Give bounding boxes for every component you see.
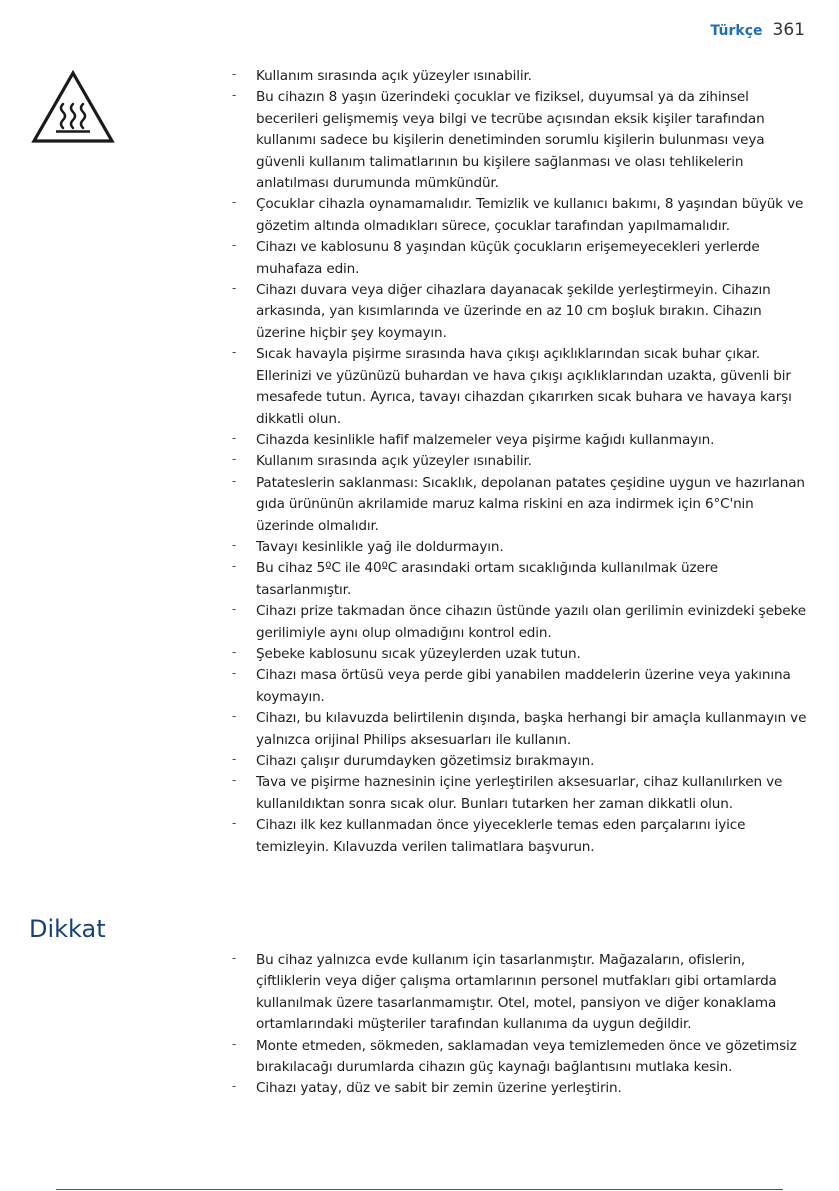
list-dash: - [232, 709, 237, 724]
list-item-text: Cihazı duvara veya diğer cihazlara dayanacak şekilde yerleştirmeyin. Cihazın arkasında, yan kısımlarında ve üzerinde en az 10 cm boşluk bırakın. Cihazın üzerine hiçbir şey koymayın. [256, 282, 771, 341]
list-item-text: Bu cihazın 8 yaşın üzerindeki çocuklar ve fiziksel, duyumsal ya da zihinsel becerileri gelişmemiş veya bilgi ve tecrübe açısından eksik kişiler tarafından kullanımı sadece bu kişilerin denetiminden sorumlu kişilerin bulunması veya güvenli kullanım talimatlarının bu kişilere sağlanması ve olası tehlikelerin anlatılması durumunda mümkündür. [256, 89, 765, 192]
list-item-text: Monte etmeden, sökmeden, saklamadan veya temizlemeden önce ve gözetimsiz bırakılacağı durumlarda cihazın güç kaynağı bağlantısını mutlaka kesin. [256, 1037, 797, 1076]
list-dash: - [232, 666, 237, 681]
list-dash: - [232, 644, 237, 659]
list-item-text: Bu cihaz 5ºC ile 40ºC arasındaki ortam sıcaklığında kullanılmak üzere tasarlanmıştır. [256, 560, 719, 598]
warnings-list [232, 66, 810, 858]
list-dash: - [232, 816, 237, 831]
list-item [232, 194, 810, 237]
list-item [232, 451, 810, 472]
list-item [232, 950, 810, 1036]
page-number: 361 [772, 20, 805, 40]
footer-divider [56, 1189, 783, 1190]
list-item-text: Cihazı prize takmadan önce cihazın üstünde yazılı olan gerilimin evinizdeki şebeke gerilimiyle aynı olup olmadığını kontrol edin. [256, 603, 806, 641]
list-dash: - [232, 452, 237, 467]
list-item-text: Tava ve pişirme haznesinin içine yerleştirilen aksesuarlar, cihaz kullanılırken ve kullanıldıktan sonra sıcak olur. Bunları tutarken her zaman dikkatli olun. [256, 774, 783, 812]
list-item-text: Cihazda kesinlikle hafif malzemeler veya pişirme kağıdı kullanmayın. [256, 431, 715, 448]
list-item [232, 344, 810, 430]
list-dash: - [232, 951, 237, 965]
list-item-text: Bu cihaz yalnızca evde kullanım için tasarlanmıştır. Mağazaların, ofislerin, çiftliklerin veya diğer çalışma ortamlarının personel mutfakları gibi ortamlarda kullanılmak üzere tasarlanmamıştır. Otel, motel, pansiyon ve diğer konaklama ortamlarındaki müşteriler tarafından kullanıma da uygun değildir. [256, 952, 777, 1033]
page-header [710, 20, 805, 40]
list-item-text: Sıcak havayla pişirme sırasında hava çıkışı açıklıklarından sıcak buhar çıkar. Ellerinizi ve yüzünüzü buhardan ve hava çıkışı açıklıklarından uzakta, güvenli bir mesafede tutun. Ayrıca, tavayı cihazdan çıkarırken sıcak buhara ve havaya karşı dikkatli olun. [256, 346, 792, 427]
list-item [232, 601, 810, 644]
list-item [232, 558, 810, 601]
list-item-text: Cihazı ve kablosunu 8 yaşından küçük çocukların erişemeyecekleri yerlerde muhafaza edin. [256, 239, 760, 277]
list-dash: - [232, 1079, 237, 1094]
list-dash: - [232, 537, 237, 552]
list-dash: - [232, 281, 237, 296]
list-item-text: Şebeke kablosunu sıcak yüzeylerden uzak tutun. [256, 645, 581, 662]
list-item-text: Kullanım sırasında açık yüzeyler ısınabilir. [256, 453, 532, 470]
hot-surface-warning-icon [31, 70, 115, 144]
list-item [232, 644, 810, 665]
list-item [232, 708, 810, 751]
list-dash: - [232, 430, 237, 445]
list-item [232, 280, 810, 344]
list-item [232, 751, 810, 772]
list-item [232, 430, 810, 451]
list-item [232, 772, 810, 815]
list-item-text: Cihazı, bu kılavuzda belirtilenin dışında, başka herhangi bir amaçla kullanmayın ve yalnızca orijinal Philips aksesuarları ile kullanın. [256, 710, 807, 748]
list-item-text: Çocuklar cihazla oynamamalıdır. Temizlik ve kullanıcı bakımı, 8 yaşından büyük ve gözetim altında olmadıkları sürece, çocuklar tarafından yapılmamalıdır. [256, 196, 804, 234]
list-item-text: Tavayı kesinlikle yağ ile doldurmayın. [256, 538, 504, 555]
list-item [232, 473, 810, 537]
list-item [232, 1036, 810, 1079]
list-item [232, 66, 810, 87]
list-dash: - [232, 752, 237, 766]
list-item-text: Cihazı ilk kez kullanmadan önce yiyeceklerle temas eden parçalarını iyice temizleyin. Kılavuzda verilen talimatlara başvurun. [256, 817, 746, 855]
language-label: Türkçe [710, 23, 763, 39]
list-item [232, 537, 810, 558]
list-item [232, 87, 810, 194]
caution-list [232, 950, 810, 1100]
list-item [232, 237, 810, 280]
list-dash: - [232, 1036, 237, 1051]
list-dash: - [232, 67, 237, 81]
list-item-text: Cihazı yatay, düz ve sabit bir zemin üzerine yerleştirin. [256, 1080, 622, 1097]
list-item-text: Cihazı masa örtüsü veya perde gibi yanabilen maddelerin üzerine veya yakınına koymayın. [256, 667, 791, 705]
list-dash: - [232, 345, 237, 360]
list-dash: - [232, 88, 237, 103]
list-dash: - [232, 559, 237, 574]
list-item [232, 665, 810, 708]
list-dash: - [232, 773, 237, 788]
section-heading-dikkat: Dikkat [29, 915, 106, 943]
list-item-text: Patateslerin saklanması: Sıcaklık, depolanan patates çeşidine uygun ve hazırlanan gıda ürününün akrilamide maruz kalma riskini en aza indirmek için 6°C'nin üzerinde olmalıdır. [256, 474, 805, 534]
list-item-text: Cihazı çalışır durumdayken gözetimsiz bırakmayın. [256, 753, 595, 769]
list-dash: - [232, 238, 237, 253]
list-dash: - [232, 602, 237, 617]
list-item-text: Kullanım sırasında açık yüzeyler ısınabilir. [256, 68, 532, 84]
list-item [232, 1078, 810, 1099]
list-dash: - [232, 195, 237, 210]
list-dash: - [232, 473, 237, 488]
list-item [232, 815, 810, 858]
